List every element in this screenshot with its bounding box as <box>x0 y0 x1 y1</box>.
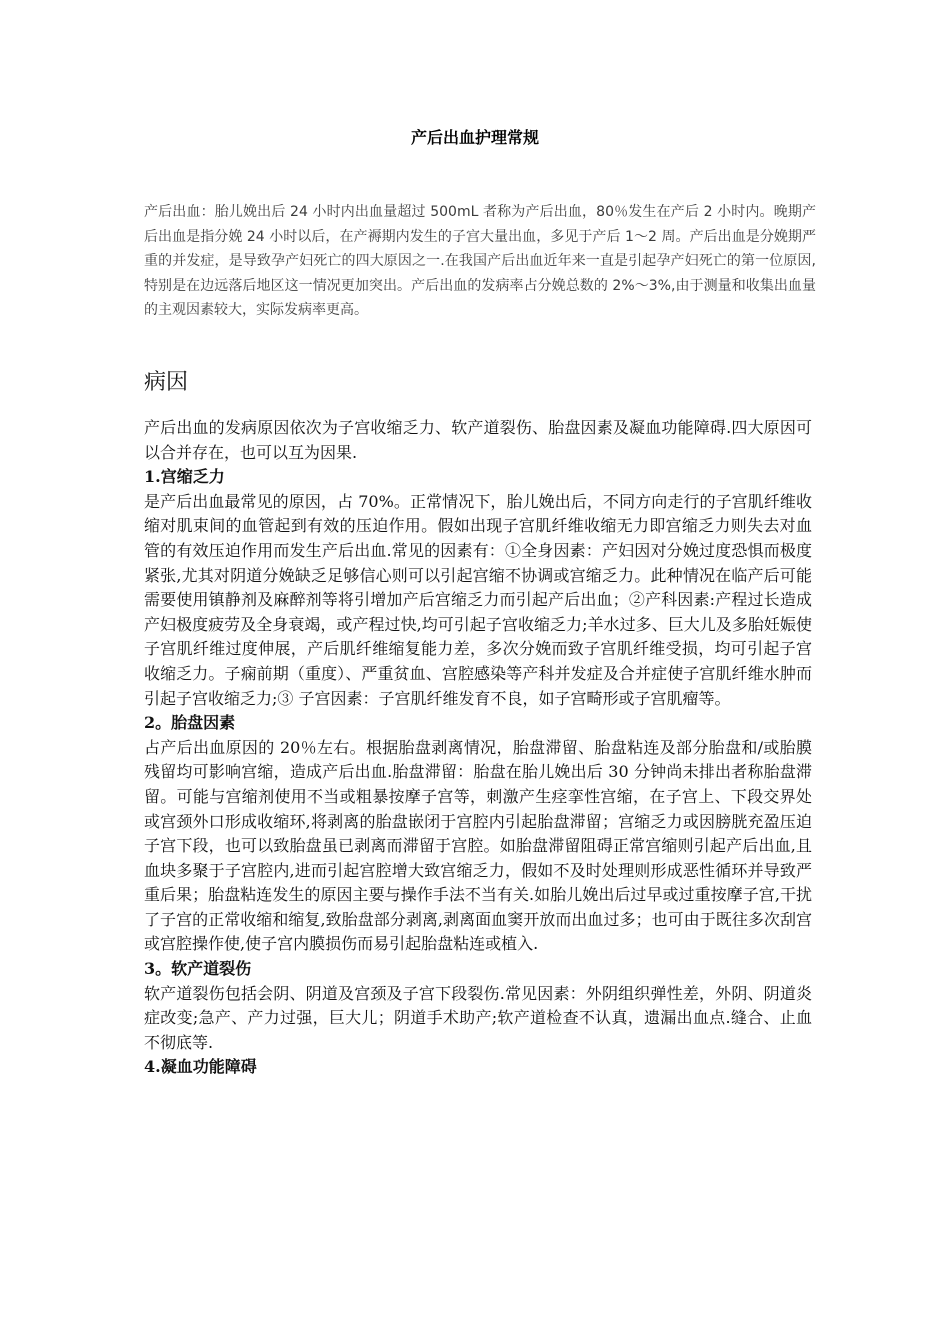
cause-heading-placental-factors: 2。胎盘因素 <box>144 713 236 733</box>
etiology-body <box>144 416 812 1080</box>
cause-text-uterine-atony: 是产后出血最常见的原因，占 70%。正常情况下，胎儿娩出后，不同方向走行的子宫肌纤维收缩对肌束间的血管起到有效的压迫作用。假如出现子宫肌纤维收缩无力即宫缩乏力则失去对血管的有效压迫作用而发生产后出血.常见的因素有：①全身因素：产妇因对分娩过度恐惧而极度紧张,尤其对阴道分娩缺乏足够信心则可以引起宫缩不协调或宫缩乏力。此种情况在临产后可能需要使用镇静剂及麻醉剂等将引增加产后宫缩乏力而引起产后出血；②产科因素:产程过长造成产妇极度疲劳及全身衰竭，或产程过快,均可引起子宫收缩乏力;羊水过多、巨大儿及多胎妊娠使子宫肌纤维过度伸展，产后肌纤维缩复能力差，多次分娩而致子宫肌纤维受损，均可引起子宫收缩乏力。子痫前期（重度）、严重贫血、宫腔感染等产科并发症及合并症使子宫肌纤维水肿而引起子宫收缩乏力;③ 子宫因素：子宫肌纤维发育不良，如子宫畸形或子宫肌瘤等。 <box>144 491 812 708</box>
cause-heading-coagulation-disorder: 4.凝血功能障碍 <box>144 1057 257 1077</box>
etiology-intro-paragraph: 产后出血的发病原因依次为子宫收缩乏力、软产道裂伤、胎盘因素及凝血功能障碍.四大原因可以合并存在，也可以互为因果. <box>144 418 812 462</box>
cause-text-birth-canal-laceration: 软产道裂伤包括会阴、阴道及宫颈及子宫下段裂伤.常见因素：外阴组织弹性差，外阴、阴道炎症改变;急产、产力过强，巨大儿；阴道手术助产;软产道检查不认真，遗漏出血点.缝合、止血不彻底等. <box>144 983 812 1052</box>
cause-heading-birth-canal-laceration: 3。软产道裂伤 <box>144 959 252 979</box>
cause-text-placental-factors: 占产后出血原因的 20％左右。根据胎盘剥离情况，胎盘滞留、胎盘粘连及部分胎盘和/或胎膜残留均可影响宫缩，造成产后出血.胎盘滞留：胎盘在胎儿娩出后 30 分钟尚未排出者称胎盘滞留。可能与宫缩剂使用不当或粗暴按摩子宫等，刺激产生痉挛性宫缩，在子宫上、下段交界处或宫颈外口形成收缩环,将剥离的胎盘嵌闭于宫腔内引起胎盘滞留；宫缩乏力或因膀胱充盈压迫子宫下段，也可以致胎盘虽已剥离而滞留于宫腔。如胎盘滞留阻碍正常宫缩则引起产后出血,且血块多聚于子宫腔内,进而引起宫腔增大致宫缩乏力，假如不及时处理则形成恶性循环并导致严重后果；胎盘粘连发生的原因主要与操作手法不当有关.如胎儿娩出后过早或过重按摩子宫,干扰了子宫的正常收缩和缩复,致胎盘部分剥离,剥离面血窦开放而出血过多；也可由于既往多次刮宫或宫腔操作使,使子宫内膜损伤而易引起胎盘粘连或植入. <box>144 737 812 954</box>
document-title: 产后出血护理常规 <box>410 128 539 147</box>
cause-heading-uterine-atony: 1.宫缩乏力 <box>144 467 225 487</box>
section-heading-etiology: 病因 <box>144 370 189 395</box>
intro-paragraph: 产后出血：胎儿娩出后 24 小时内出血量超过 500mL 者称为产后出血，80％发生在产后 2 小时内。晚期产后出血是指分娩 24 小时以后，在产褥期内发生的子宫大量出血，多见于产后 1～2 周。产后出血是分娩期严重的并发症，是导致孕产妇死亡的四大原因之一.在我国产后出血近年来一直是引起孕产妇死亡的第一位原因,特别是在边远落后地区这一情况更加突出。产后出血的发病率占分娩总数的 2%～3%,由于测量和收集出血量的主观因素较大，实际发病率更高。 <box>144 204 816 318</box>
